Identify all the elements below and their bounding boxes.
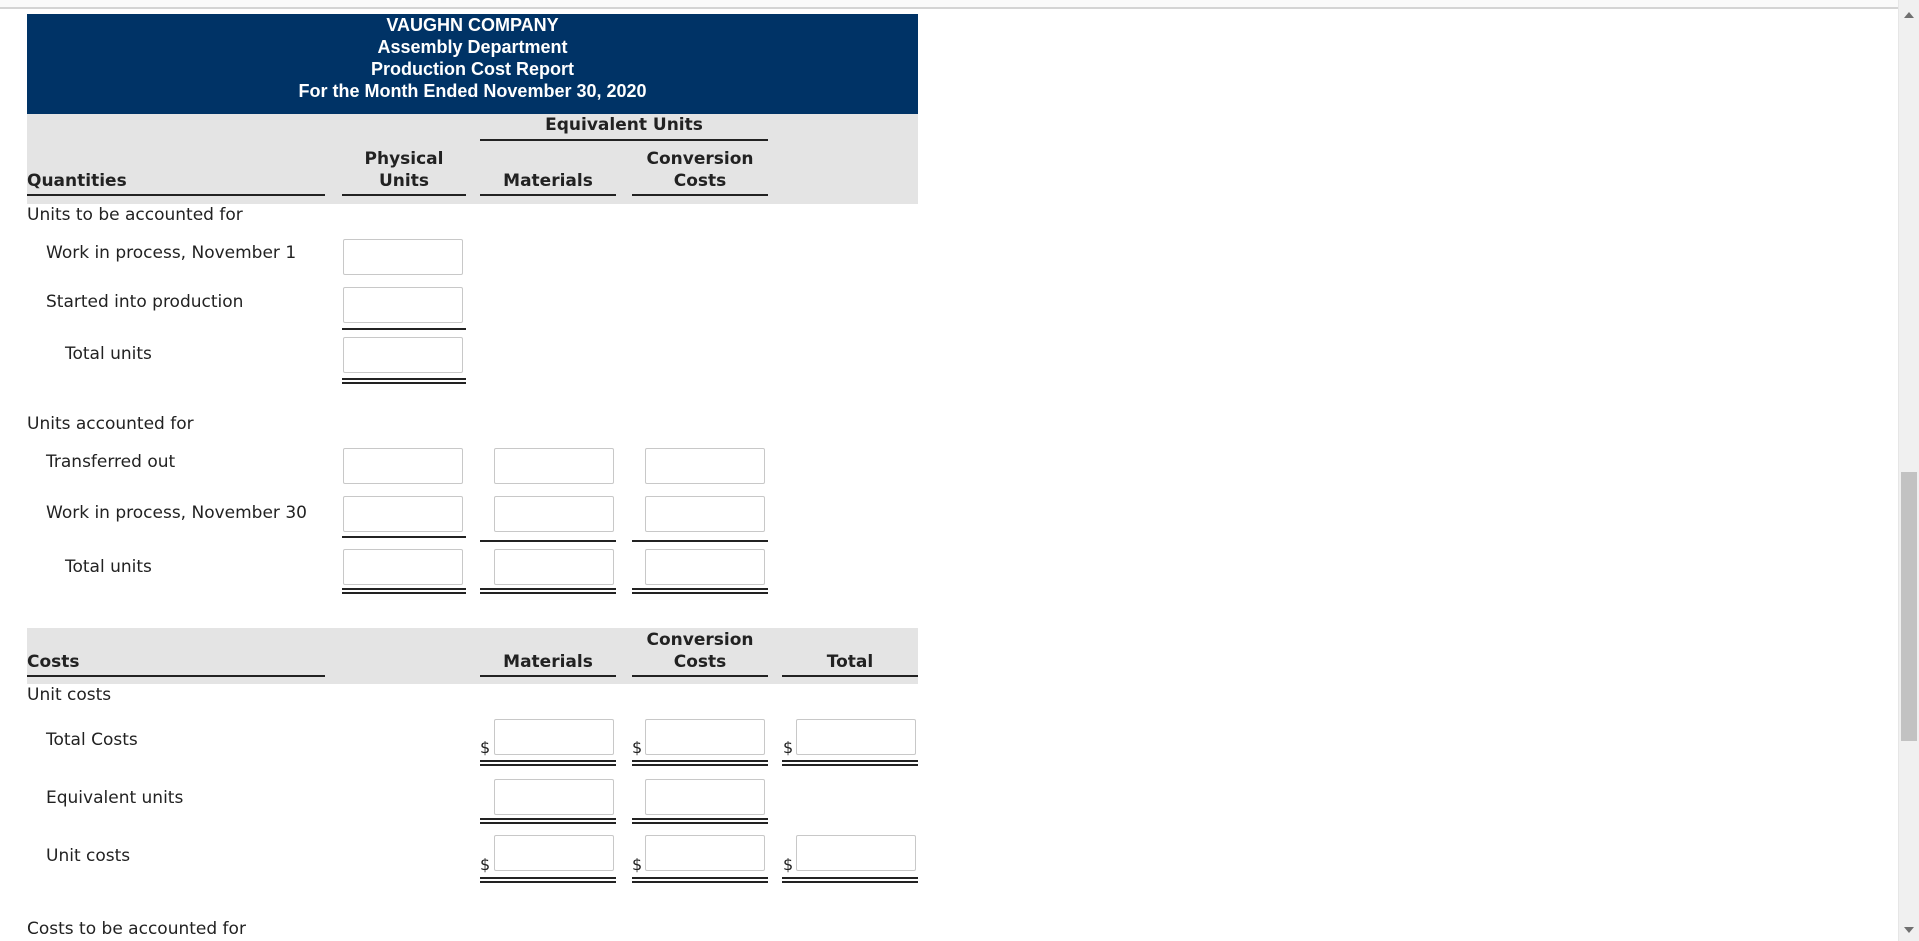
scroll-down-arrow-icon[interactable] bbox=[1904, 927, 1914, 933]
total-costs-conversion-dollar: $ bbox=[632, 738, 643, 757]
total-units-to-account-double-underline bbox=[342, 378, 466, 384]
total-costs-total-dollar: $ bbox=[783, 738, 794, 757]
costs-total-header: Total bbox=[826, 652, 874, 672]
wip-november-30-materials-underline bbox=[480, 540, 616, 542]
unit-costs-total-dollar: $ bbox=[783, 855, 794, 874]
report-header bbox=[27, 14, 918, 116]
started-into-production-physical-input[interactable] bbox=[343, 287, 463, 323]
unit-costs-conversion-double-underline bbox=[632, 877, 768, 883]
quantities-underline bbox=[27, 194, 325, 196]
costs-materials-underline bbox=[480, 675, 616, 677]
unit-costs-conversion-input[interactable] bbox=[645, 835, 765, 871]
total-units-to-account-physical-input[interactable] bbox=[343, 337, 463, 373]
physical-units-header-line1: Physical bbox=[364, 149, 444, 169]
scroll-up-arrow-icon[interactable] bbox=[1904, 12, 1914, 18]
costs-conversion-header-line1: Conversion bbox=[646, 630, 754, 650]
total-costs-total-double-underline bbox=[782, 760, 918, 766]
total-units-accounted-physical-input[interactable] bbox=[343, 549, 463, 585]
transferred-out-physical-input[interactable] bbox=[343, 448, 463, 484]
company-name: VAUGHN COMPANY bbox=[386, 15, 559, 35]
total-costs-materials-input[interactable] bbox=[494, 719, 614, 755]
total-units-accounted-conversion-double-underline bbox=[632, 588, 768, 594]
total-units-accounted-label: Total units bbox=[65, 557, 152, 577]
total-units-accounted-conversion-input[interactable] bbox=[645, 549, 765, 585]
total-costs-materials-double-underline bbox=[480, 760, 616, 766]
equivalent-units-label: Equivalent units bbox=[46, 788, 184, 808]
scrollbar-thumb[interactable] bbox=[1901, 472, 1917, 741]
transferred-out-conversion-input[interactable] bbox=[645, 448, 765, 484]
unit-costs-materials-double-underline bbox=[480, 877, 616, 883]
total-costs-materials-dollar: $ bbox=[480, 738, 491, 757]
total-units-accounted-materials-double-underline bbox=[480, 588, 616, 594]
transferred-out-label: Transferred out bbox=[46, 452, 176, 472]
transferred-out-materials-input[interactable] bbox=[494, 448, 614, 484]
wip-november-30-conversion-input[interactable] bbox=[645, 496, 765, 532]
physical-units-header-line2: Units bbox=[379, 171, 429, 191]
wip-november-1-label: Work in process, November 1 bbox=[46, 243, 297, 263]
unit-costs-row-label: Unit costs bbox=[46, 846, 131, 866]
unit-costs-materials-dollar: $ bbox=[480, 855, 491, 874]
unit-costs-total-double-underline bbox=[782, 877, 918, 883]
materials-underline bbox=[480, 194, 616, 196]
costs-materials-header: Materials bbox=[503, 652, 593, 672]
wip-november-30-label: Work in process, November 30 bbox=[46, 503, 307, 523]
wip-november-30-conversion-underline bbox=[632, 540, 768, 542]
costs-section-label: Costs bbox=[27, 652, 80, 672]
equivalent-units-materials-input[interactable] bbox=[494, 779, 614, 815]
conversion-costs-underline bbox=[632, 194, 768, 196]
report-title: Production Cost Report bbox=[371, 59, 574, 79]
equivalent-units-conversion-input[interactable] bbox=[645, 779, 765, 815]
total-costs-conversion-double-underline bbox=[632, 760, 768, 766]
total-units-accounted-materials-input[interactable] bbox=[494, 549, 614, 585]
department-name: Assembly Department bbox=[377, 37, 568, 57]
units-accounted-for-label: Units accounted for bbox=[27, 414, 194, 434]
started-into-production-label: Started into production bbox=[46, 292, 244, 312]
total-costs-conversion-input[interactable] bbox=[645, 719, 765, 755]
quantities-header-band bbox=[27, 114, 918, 204]
units-to-be-accounted-label: Units to be accounted for bbox=[27, 205, 243, 225]
equivalent-units-materials-double-underline bbox=[480, 818, 616, 824]
total-costs-label: Total Costs bbox=[46, 730, 138, 750]
costs-total-underline bbox=[782, 675, 918, 677]
report-period: For the Month Ended November 30, 2020 bbox=[298, 81, 647, 101]
physical-units-underline bbox=[342, 194, 466, 196]
wip-november-30-materials-input[interactable] bbox=[494, 496, 614, 532]
wip-november-30-physical-input[interactable] bbox=[343, 496, 463, 532]
unit-costs-conversion-dollar: $ bbox=[632, 855, 643, 874]
equivalent-units-header: Equivalent Units bbox=[545, 115, 703, 135]
costs-to-be-accounted-label: Costs to be accounted for bbox=[27, 919, 246, 939]
quantities-section-label: Quantities bbox=[27, 171, 127, 191]
total-units-accounted-physical-double-underline bbox=[342, 588, 466, 594]
total-costs-total-input[interactable] bbox=[796, 719, 916, 755]
conversion-costs-header-line2: Costs bbox=[673, 171, 727, 191]
vertical-scrollbar[interactable] bbox=[1898, 0, 1919, 941]
unit-costs-materials-input[interactable] bbox=[494, 835, 614, 871]
wip-november-30-physical-underline bbox=[342, 536, 466, 538]
unit-costs-total-input[interactable] bbox=[796, 835, 916, 871]
equivalent-units-underline bbox=[480, 139, 768, 141]
started-into-production-underline bbox=[342, 328, 466, 330]
materials-header: Materials bbox=[503, 171, 593, 191]
conversion-costs-header-line1: Conversion bbox=[646, 149, 754, 169]
unit-costs-section-label: Unit costs bbox=[27, 685, 112, 705]
total-units-to-account-label: Total units bbox=[65, 344, 152, 364]
wip-november-1-physical-input[interactable] bbox=[343, 239, 463, 275]
equivalent-units-conversion-double-underline bbox=[632, 818, 768, 824]
costs-conversion-header-line2: Costs bbox=[673, 652, 727, 672]
costs-underline bbox=[27, 675, 325, 677]
costs-conversion-underline bbox=[632, 675, 768, 677]
